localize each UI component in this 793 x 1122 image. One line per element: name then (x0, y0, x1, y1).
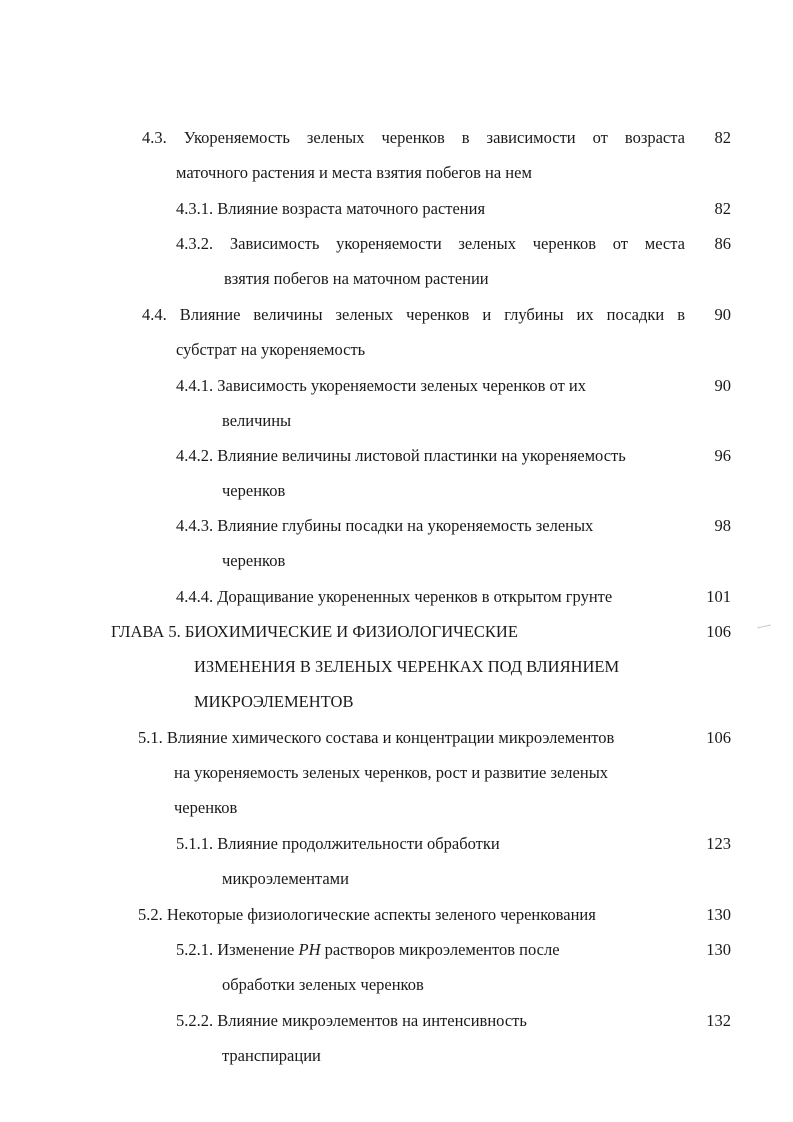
toc-entry-4-3-2 (176, 226, 685, 296)
toc-entry-line: на укореняемость зеленых черенков, рост и развитие зеленых (174, 763, 609, 782)
toc-page-number: 90 (714, 376, 731, 395)
toc-entry-line: 4.3.2. Зависимость укореняемости зеленых черенков от места (176, 234, 685, 253)
toc-entry-line: транспирации (222, 1046, 321, 1065)
toc-entry-4-4 (142, 297, 685, 367)
toc-entry-line: 4.4. Влияние величины зеленых черенков и глубины их посадки в (142, 305, 685, 324)
toc-entry-line: величины (222, 411, 292, 430)
toc-entry-line: 4.3. Укореняемость зеленых черенков в зависимости от возраста (142, 128, 685, 147)
toc-entry-line: 4.4.1. Зависимость укореняемости зеленых черенков от их (176, 376, 586, 395)
toc-entry-line: 5.2.2. Влияние микроэлементов на интенсивность (176, 1011, 527, 1030)
toc-entry-line: обработки зеленых черенков (222, 975, 424, 994)
toc-entry-line: 4.3.1. Влияние возраста маточного растения (176, 199, 486, 218)
toc-entry-line: маточного растения и места взятия побегов на нем (176, 163, 532, 182)
toc-entry-5-1-1 (176, 826, 685, 896)
toc-entry-line (176, 932, 685, 967)
toc-entry-4-4-4 (176, 579, 685, 614)
toc-page-number: 132 (706, 1011, 731, 1030)
toc-entry-4-4-2 (176, 438, 685, 508)
toc-entry-4-4-3 (176, 508, 685, 578)
toc-entry-5-2-2 (176, 1003, 685, 1073)
toc-entry-line: взятия побегов на маточном растении (224, 269, 489, 288)
toc-entry-line: черенков (222, 481, 286, 500)
toc-entry-line: черенков (222, 551, 286, 570)
toc-page-number: 130 (706, 905, 731, 924)
toc-entry-ph-term: PH (298, 940, 321, 959)
toc-entry-line: ИЗМЕНЕНИЯ В ЗЕЛЕНЫХ ЧЕРЕНКАХ ПОД ВЛИЯНИЕМ (194, 657, 620, 676)
toc-page-number: 101 (706, 587, 731, 606)
toc-entry-4-3 (142, 120, 685, 190)
toc-entry-chapter-5 (111, 614, 685, 719)
toc-page-number: 123 (706, 834, 731, 853)
toc-entry-line: 4.4.3. Влияние глубины посадки на укореняемость зеленых (176, 516, 594, 535)
toc-page-number: 130 (706, 940, 731, 959)
toc-entry-line: 4.4.2. Влияние величины листовой пластинки на укореняемость (176, 446, 626, 465)
toc-page-number: 106 (706, 622, 731, 641)
toc-page-number: 82 (714, 199, 731, 218)
toc-entry-4-4-1 (176, 368, 685, 438)
toc-entry-line: 4.4.4. Доращивание укорененных черенков в открытом грунте (176, 587, 613, 606)
toc-entry-5-2-1 (176, 932, 685, 1002)
toc-entry-5-2 (138, 897, 685, 932)
toc-entry-5-1 (138, 720, 685, 825)
toc-page-number: 96 (714, 446, 731, 465)
toc-entry-4-3-1 (176, 191, 685, 226)
toc-entry-line: 5.1. Влияние химического состава и концентрации микроэлементов (138, 728, 615, 747)
toc-page-number: 82 (714, 128, 731, 147)
toc-entry-line: 5.2. Некоторые физиологические аспекты зеленого черенкования (138, 905, 596, 924)
toc-page-number: 86 (714, 234, 731, 253)
toc-entry-text: растворов микроэлементов после (320, 940, 560, 959)
toc-entry-text: 5.2.1. Изменение (176, 940, 299, 959)
toc-entry-line: субстрат на укореняемость (176, 340, 366, 359)
toc-entry-line: ГЛАВА 5. БИОХИМИЧЕСКИЕ И ФИЗИОЛОГИЧЕСКИЕ (111, 622, 518, 641)
toc-entry-line: МИКРОЭЛЕМЕНТОВ (194, 692, 354, 711)
toc-page-number: 98 (714, 516, 731, 535)
toc-entry-line: черенков (174, 798, 238, 817)
scan-artifact (757, 625, 771, 629)
toc-entry-line: 5.1.1. Влияние продолжительности обработки (176, 834, 500, 853)
toc-page-number: 90 (714, 305, 731, 324)
toc-entry-line: микроэлементами (222, 869, 349, 888)
toc-page-number: 106 (706, 728, 731, 747)
